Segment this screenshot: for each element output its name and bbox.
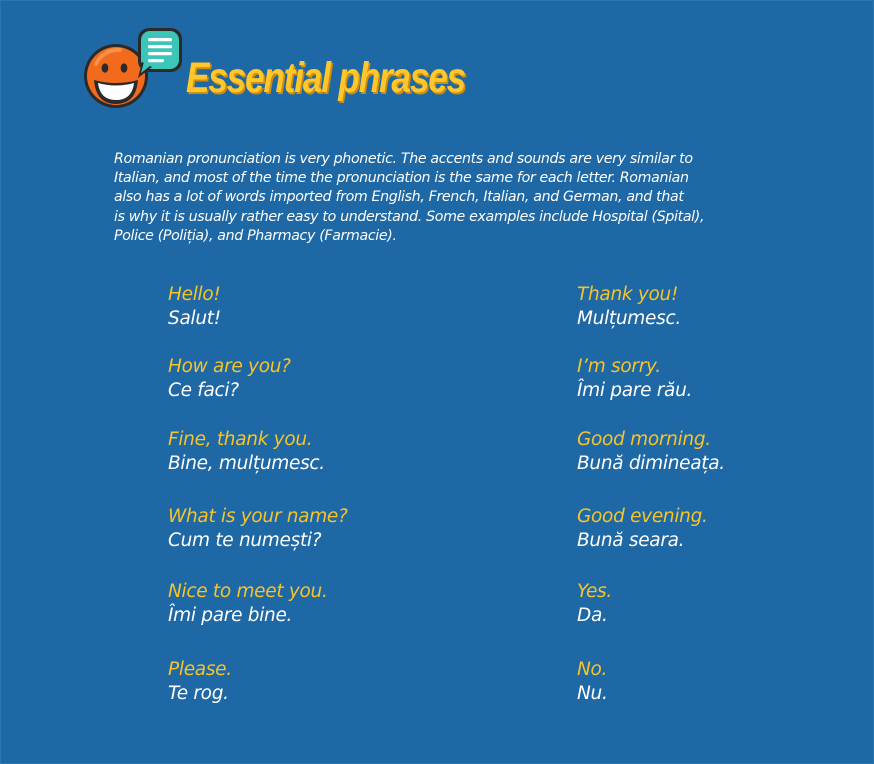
phrase-hello xyxy=(168,283,221,331)
phrase-romanian: Ce faci? xyxy=(168,380,239,401)
phrase-romanian: Mulțumesc. xyxy=(577,308,681,329)
phrase-how-are-you xyxy=(168,355,291,403)
phrase-romanian: Da. xyxy=(577,605,608,626)
phrase-romanian: Salut! xyxy=(168,308,221,329)
phrase-yes xyxy=(577,580,612,628)
phrase-english: No. xyxy=(577,659,608,680)
phrase-no xyxy=(577,658,608,706)
phrase-good-morning xyxy=(577,428,725,476)
phrase-english: Please. xyxy=(168,659,232,680)
phrase-romanian: Bine, mulțumesc. xyxy=(168,453,325,474)
phrase-thank-you xyxy=(577,283,681,331)
phrase-english: I’m sorry. xyxy=(577,356,661,377)
phrase-romanian: Bună dimineața. xyxy=(577,453,725,474)
phrase-english: Yes. xyxy=(577,581,612,602)
phrase-english: Hello! xyxy=(168,284,221,305)
phrase-english: Nice to meet you. xyxy=(168,581,328,602)
phrase-please xyxy=(168,658,232,706)
phrase-what-is-your-name xyxy=(168,505,348,553)
phrase-romanian: Bună seara. xyxy=(577,530,685,551)
intro-paragraph xyxy=(114,150,819,246)
phrase-im-sorry xyxy=(577,355,692,403)
phrase-romanian: Te rog. xyxy=(168,683,229,704)
intro-line: also has a lot of words imported from English, French, Italian, and German, and that xyxy=(114,189,684,206)
phrase-english: Fine, thank you. xyxy=(168,429,313,450)
intro-line: Romanian pronunciation is very phonetic. The accents and sounds are very similar to xyxy=(114,151,693,167)
intro-line: Police (Poliția), and Pharmacy (Farmacie). xyxy=(114,227,397,244)
intro-line: is why it is usually rather easy to understand. Some examples include Hospital (Spital), xyxy=(114,208,705,225)
phrase-romanian: Nu. xyxy=(577,683,608,704)
phrase-romanian: Îmi pare bine. xyxy=(168,605,293,626)
intro-line: Italian, and most of the time the pronunciation is the same for each letter. Romanian xyxy=(114,170,689,187)
phrase-romanian: Îmi pare rău. xyxy=(577,380,693,401)
smiley-speech-bubble-icon xyxy=(80,26,185,112)
page-title: Essential phrases xyxy=(186,54,465,102)
phrase-fine-thank-you xyxy=(168,428,325,476)
phrase-english: Thank you! xyxy=(577,284,679,305)
phrase-nice-to-meet-you xyxy=(168,580,328,628)
phrase-english: What is your name? xyxy=(168,506,348,527)
phrase-romanian: Cum te numești? xyxy=(168,530,322,551)
phrase-english: How are you? xyxy=(168,356,291,377)
phrase-english: Good morning. xyxy=(577,429,711,450)
phrase-good-evening xyxy=(577,505,708,553)
phrase-english: Good evening. xyxy=(577,506,708,527)
